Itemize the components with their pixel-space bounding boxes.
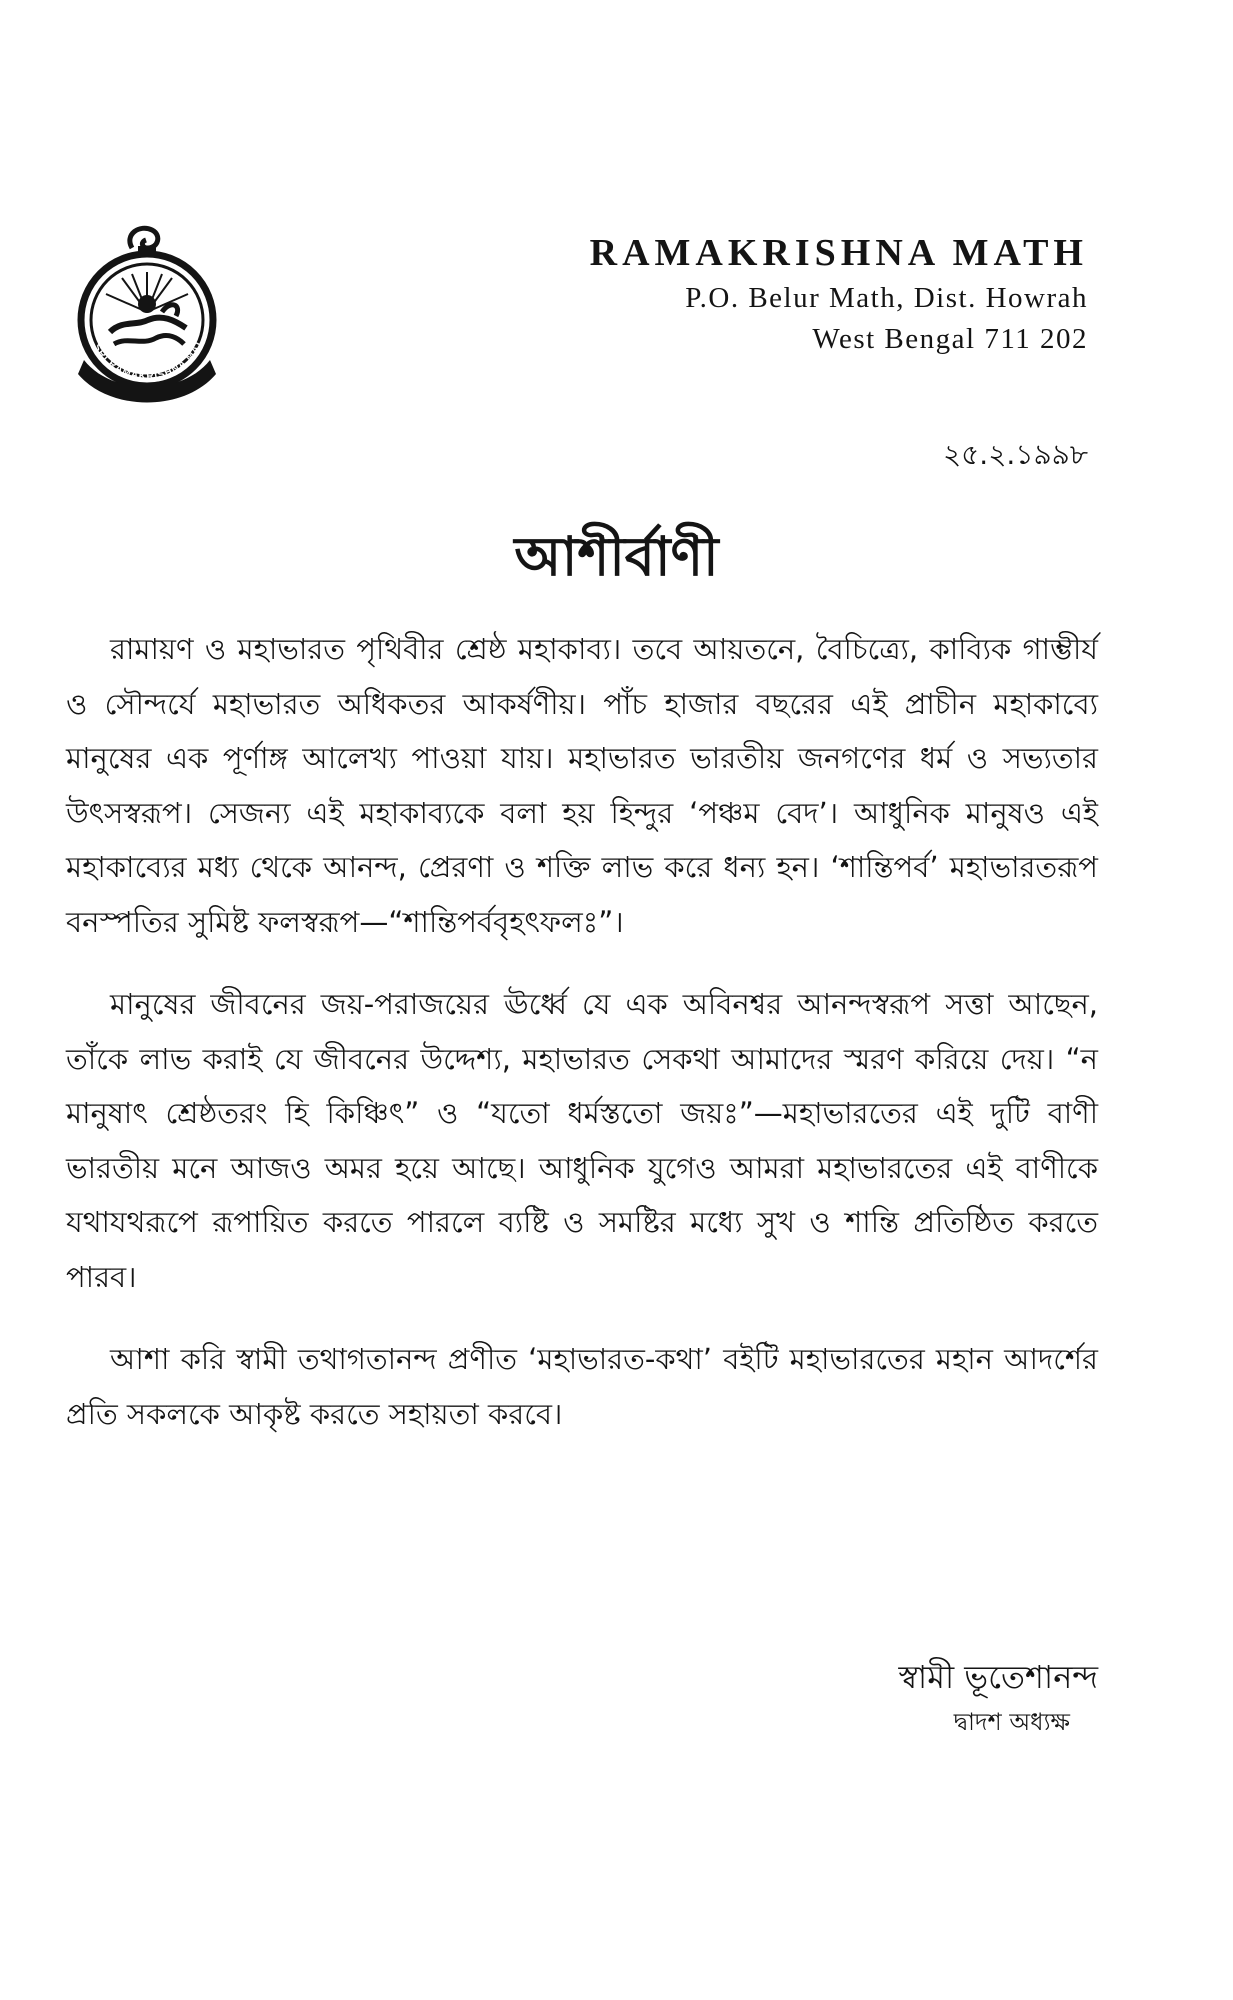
paragraph-1: রামায়ণ ও মহাভারত পৃথিবীর শ্রেষ্ঠ মহাকাব্য। তবে আয়তনে, বৈচিত্র্যে, কাব্যিক গাম্ভীর্য ও সৌন্দর্যে মহাভারত অধিকতর আকর্ষণীয়। পাঁচ হাজার বছরের এই প্রাচীন মহাকাব্যে মানুষের এক পূর্ণাঙ্গ আলেখ্য পাওয়া যায়। মহাভারত ভারতীয় জনগণের ধর্ম ও সভ্যতার উৎসস্বরূপ। সেজন্য এই মহাকাব্যকে বলা হয় হিন্দুর ‘পঞ্চম বেদ’। আধুনিক মানুষও এই মহাকাব্যের মধ্য থেকে আনন্দ, প্রেরণা ও শক্তি লাভ করে ধন্য হন। ‘শান্তিপর্ব’ মহাভারতরূপ বনস্পতির সুমিষ্ট ফলস্বরূপ—“শান্তিপর্ববৃহৎফলঃ”।	[66, 632, 1098, 939]
ramakrishna-math-seal-logo	[62, 220, 232, 410]
letter-title: আশীর্বাণী	[514, 525, 719, 588]
signatory-designation: দ্বাদশ অধ্যক্ষ	[953, 1708, 1070, 1736]
paragraph-3: আশা করি স্বামী তথাগতানন্দ প্রণীত ‘মহাভারত-কথা’ বইটি মহাভারতের মহান আদর্শের প্রতি সকলকে আকৃষ্ট করতে সহায়তা করবে।	[66, 1342, 1098, 1431]
signature-block	[898, 1652, 1098, 1742]
letterhead	[590, 228, 1088, 360]
signatory-name: স্বামী ভূতেশানন্দ	[898, 1658, 1098, 1696]
address-line-2: West Bengal 711 202	[812, 323, 1088, 355]
seal-emblem-icon	[62, 220, 232, 410]
seal-text: SRI RAMAKRISHNA MAT	[90, 338, 206, 383]
organization-name: RAMAKRISHNA MATH	[589, 232, 1088, 274]
address-line-1: P.O. Belur Math, Dist. Howrah	[685, 282, 1088, 314]
paragraph-2: মানুষের জীবনের জয়-পরাজয়ের ঊর্ধ্বে যে এক অবিনশ্বর আনন্দস্বরূপ সত্তা আছেন, তাঁকে লাভ করাই যে জীবনের উদ্দেশ্য, মহাভারত সেকথা আমাদের স্মরণ করিয়ে দেয়। “ন মানুষাৎ শ্রেষ্ঠতরং হি কিঞ্চিৎ” ও “যতো ধর্মস্ততো জয়ঃ”—মহাভারতের এই দুটি বাণী ভারতীয় মনে আজও অমর হয়ে আছে। আধুনিক যুগেও আমরা মহাভারতের এই বাণীকে যথাযথরূপে রূপায়িত করতে পারলে ব্যষ্টি ও সমষ্টির মধ্যে সুখ ও শান্তি প্রতিষ্ঠিত করতে পারব।	[66, 987, 1098, 1294]
letter-date: ২৫.২.১৯৯৮	[942, 438, 1088, 471]
letter-body	[66, 622, 1098, 1469]
